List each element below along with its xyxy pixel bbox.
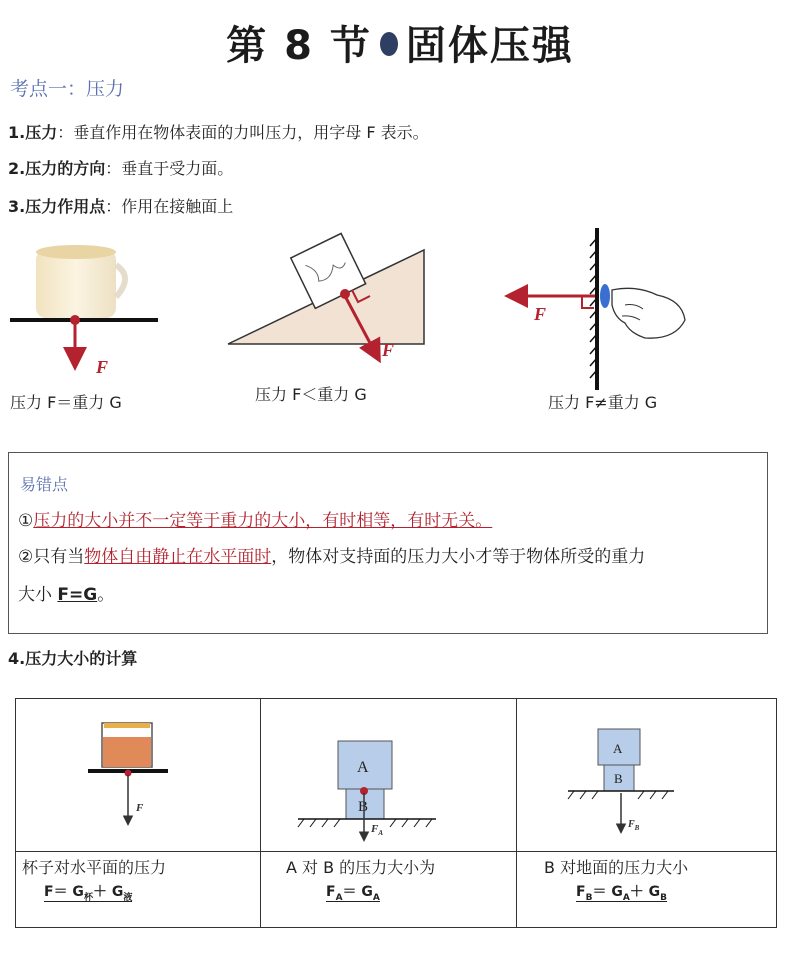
cup-icon <box>36 250 116 318</box>
error-prone-title: 易错点 <box>20 475 69 494</box>
calc-heading: 4.压力大小的计算 <box>8 649 138 668</box>
force-label: F <box>96 357 109 377</box>
wall-figure <box>510 228 685 390</box>
block-a-label: A <box>357 759 369 776</box>
definition-3: 3.压力作用点：作用在接触面上 <box>8 197 234 216</box>
block-b-label: B <box>614 771 623 786</box>
beaker-diagram <box>88 723 168 823</box>
force-label: F <box>534 304 547 324</box>
definition-term: 压力作用点 <box>25 197 106 216</box>
cell-2-caption: A 对 B 的压力大小为 <box>286 858 436 877</box>
definition-1: 1.压力：垂直作用在物体表面的力叫压力，用字母 F 表示。 <box>8 123 429 142</box>
b-on-ground-diagram <box>568 729 674 832</box>
error-item-2-cont: 大小 F=G。 <box>18 585 115 605</box>
cell-3-caption: B 对地面的压力大小 <box>544 858 689 877</box>
section-heading: 考点一：压力 <box>10 78 125 100</box>
force-label: $F_B$ <box>628 819 640 832</box>
title-dot-icon <box>380 32 398 56</box>
title-topic: 固体压强 <box>405 23 574 69</box>
force-label: F <box>382 340 395 360</box>
hand-icon <box>612 288 685 338</box>
error-item-2: ②只有当物体自由静止在水平面时，物体对支持面的压力大小才等于物体所受的重力 <box>18 547 646 567</box>
page-title <box>0 14 800 71</box>
slope-figure <box>228 233 424 360</box>
cup-figure <box>10 245 158 377</box>
definition-term: 压力的方向 <box>25 159 106 178</box>
wall-caption: 压力 F≠重力 G <box>548 393 658 412</box>
error-item-1: ①压力的大小并不一定等于重力的大小，有时相等，有时无关。 <box>18 511 493 531</box>
calc-diagrams <box>16 699 776 851</box>
cell-2-formula: $F_A= G_A$ <box>326 884 380 903</box>
cup-caption: 压力 F＝重力 G <box>10 393 122 412</box>
right-angle-mark <box>582 296 594 308</box>
pushpin-icon <box>600 284 610 308</box>
cell-1-caption: 杯子对水平面的压力 <box>22 858 167 877</box>
cell-3-formula: $F_B= G_A+ G_B$ <box>576 884 668 903</box>
formula-f-equals-g: F=G <box>57 585 98 605</box>
definition-2: 2.压力的方向：垂直于受力面。 <box>8 159 234 178</box>
calc-table <box>15 698 777 928</box>
force-label: $F_A$ <box>371 823 384 837</box>
a-on-b-diagram <box>298 741 436 839</box>
block-b-label: B <box>358 799 369 815</box>
title-chapter: 第 8 节 <box>226 23 372 69</box>
definition-term: 压力 <box>25 123 58 142</box>
force-label: F <box>136 802 144 814</box>
block-a-label: A <box>613 741 623 756</box>
cell-1-formula: $F= G_杯+ G_液$ <box>44 884 133 903</box>
slope-caption: 压力 F＜重力 G <box>255 385 367 404</box>
